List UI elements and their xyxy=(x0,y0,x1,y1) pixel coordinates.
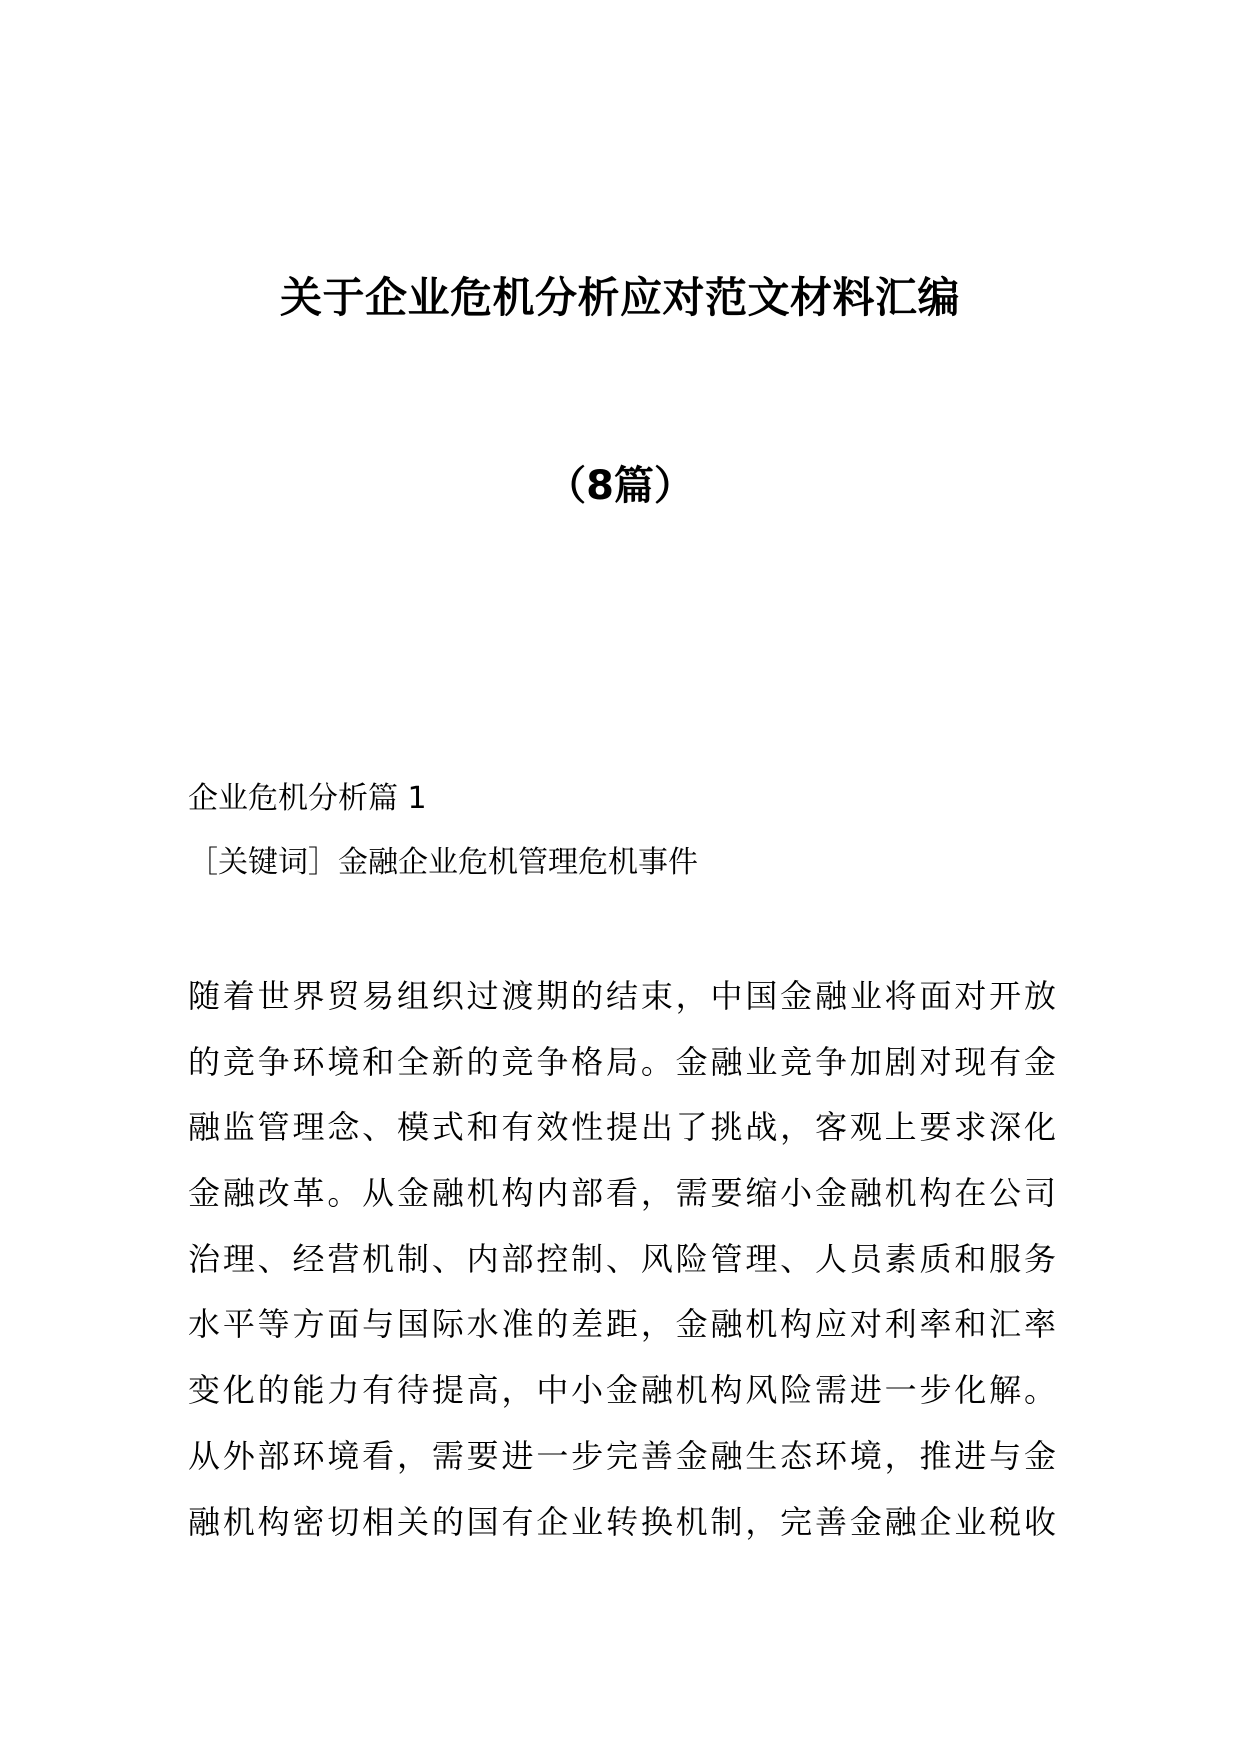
body-line: 从外部环境看，需要进一步完善金融生态环境，推进与金 xyxy=(188,1436,1056,1475)
body-paragraph xyxy=(188,964,1056,1555)
section-heading: 企业危机分析篇 1 xyxy=(188,781,427,816)
body-line: 融监管理念、模式和有效性提出了挑战，客观上要求深化 xyxy=(188,1108,1056,1147)
keywords-line: ［关键词］金融企业危机管理危机事件 xyxy=(188,845,698,880)
body-line: 变化的能力有待提高，中小金融机构风险需进一步化解。 xyxy=(188,1371,1056,1410)
document-title: 关于企业危机分析应对范文材料汇编 xyxy=(279,273,960,322)
document-subtitle: （8篇） xyxy=(546,463,694,509)
body-line: 的竞争环境和全新的竞争格局。金融业竞争加剧对现有金 xyxy=(188,1042,1056,1081)
body-line: 金融改革。从金融机构内部看，需要缩小金融机构在公司 xyxy=(188,1174,1056,1213)
body-line: 融机构密切相关的国有企业转换机制，完善金融企业税收 xyxy=(188,1502,1056,1541)
body-line: 治理、经营机制、内部控制、风险管理、人员素质和服务 xyxy=(188,1239,1056,1278)
body-line: 水平等方面与国际水准的差距，金融机构应对利率和汇率 xyxy=(188,1305,1056,1344)
body-line: 随着世界贸易组织过渡期的结束，中国金融业将面对开放 xyxy=(188,977,1056,1015)
